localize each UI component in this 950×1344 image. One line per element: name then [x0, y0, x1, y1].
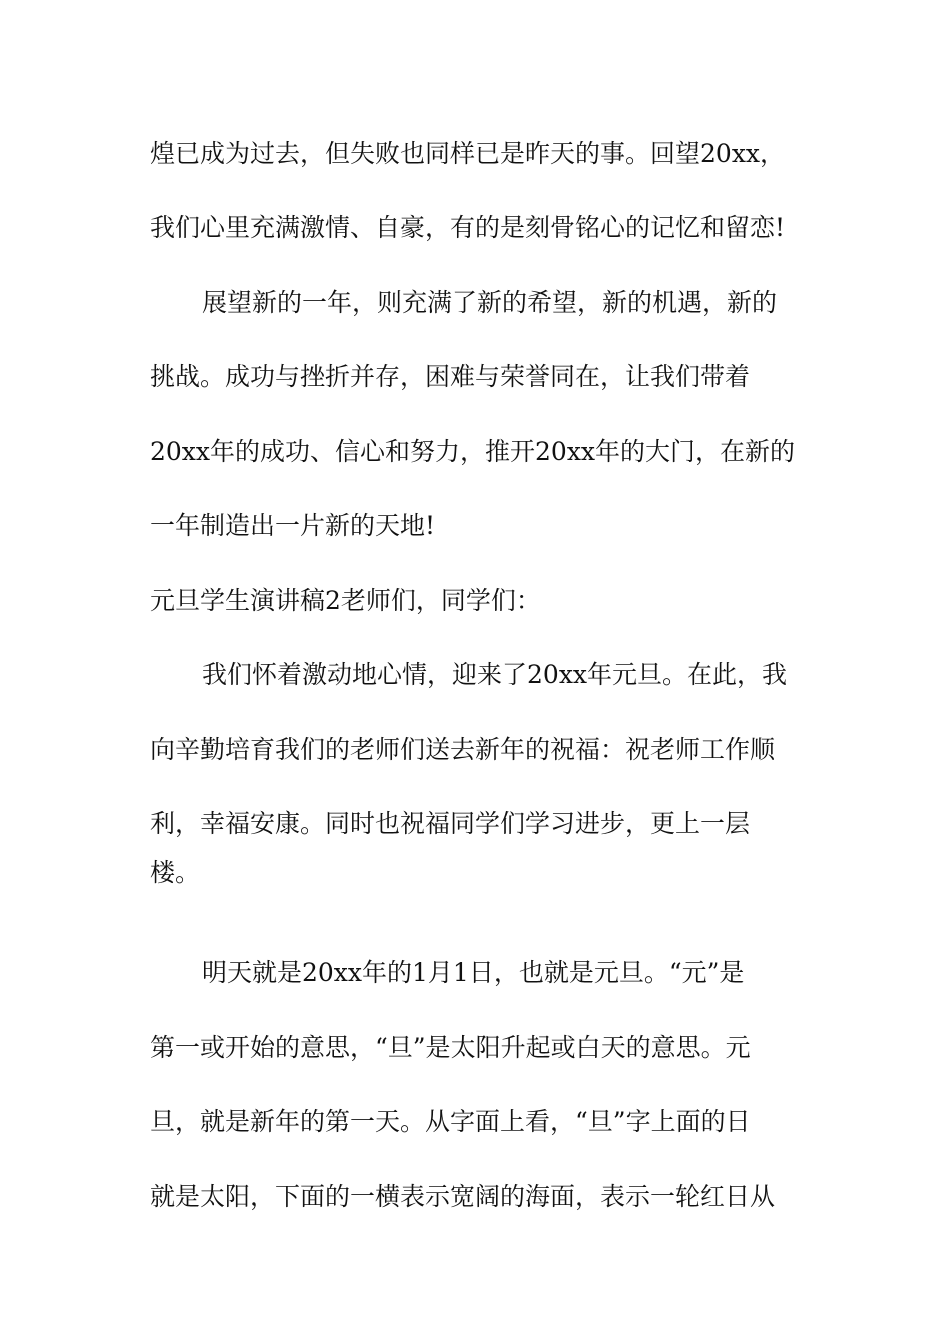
paragraph-line: 一年制造出一片新的天地!: [150, 511, 436, 540]
section-heading-line: 元旦学生演讲稿2老师们，同学们：: [150, 586, 541, 615]
paragraph-line: 20xx年的成功、信心和努力，推开20xx年的大门，在新的: [150, 437, 796, 466]
paragraph-line: 就是太阳，下面的一横表示宽阔的海面，表示一轮红日从: [150, 1182, 776, 1211]
paragraph-line: 我们心里充满激情、自豪，有的是刻骨铭心的记忆和留恋!: [150, 213, 786, 242]
paragraph-line: 煌已成为过去，但失败也同样已是昨天的事。回望20xx，: [150, 139, 786, 168]
paragraph-line: 旦，就是新年的第一天。从字面上看，“旦”字上面的日: [150, 1107, 751, 1136]
paragraph-line: 向辛勤培育我们的老师们送去新年的祝福：祝老师工作顺: [150, 735, 776, 764]
paragraph-line: 我们怀着激动地心情，迎来了20xx年元旦。在此，我: [202, 660, 788, 689]
paragraph-line: 楼。: [150, 858, 201, 887]
paragraph-line: 明天就是20xx年的1月1日，也就是元旦。“元”是: [202, 958, 745, 987]
paragraph-line: 第一或开始的意思，“旦”是太阳升起或白天的意思。元: [150, 1033, 751, 1062]
paragraph-line: 利，幸福安康。同时也祝福同学们学习进步，更上一层: [150, 809, 751, 838]
paragraph-line: 展望新的一年，则充满了新的希望，新的机遇，新的: [202, 288, 778, 317]
paragraph-line: 挑战。成功与挫折并存，困难与荣誉同在，让我们带着: [150, 362, 751, 391]
